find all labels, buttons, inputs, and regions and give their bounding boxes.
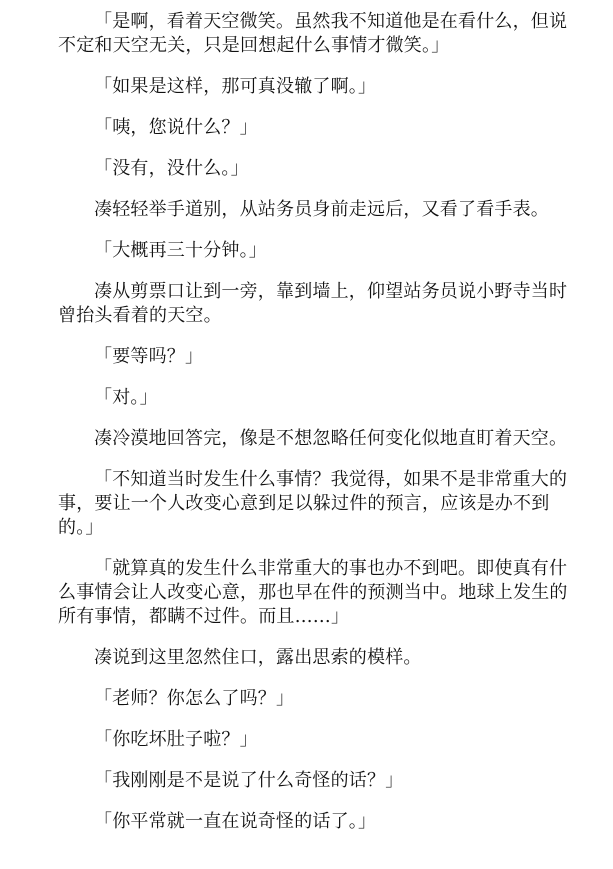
- paragraph: 「对。」: [94, 387, 158, 408]
- document-page: [58, 10, 578, 851]
- paragraph: 「没有，没什么。」: [94, 158, 249, 179]
- paragraph: 「我刚刚是不是说了什么奇怪的话？」: [94, 770, 404, 791]
- paragraph: 「就算真的发生什么非常重大的事也办不到吧。即使真有什么事情会让人改变心意，那也早在件的预测当中。地球上发生的所有事情，都瞒不过件。而且……」: [58, 558, 568, 627]
- paragraph: 「要等吗？」: [94, 346, 204, 367]
- paragraph: 凑说到这里忽然住口，露出思索的模样。: [94, 647, 422, 668]
- paragraph: 「咦，您说什么？」: [94, 117, 258, 138]
- paragraph: 「你平常就一直在说奇怪的话了。」: [94, 811, 377, 832]
- paragraph: 「如果是这样，那可真没辙了啊。」: [94, 76, 377, 97]
- paragraph: 「老师？你怎么了吗？」: [94, 688, 295, 709]
- paragraph: 凑冷漠地回答完，像是不想忽略任何变化似地直盯着天空。: [94, 428, 568, 449]
- paragraph: 凑从剪票口让到一旁，靠到墙上，仰望站务员说小野寺当时曾抬头看着的天空。: [58, 281, 568, 326]
- paragraph: 「大概再三十分钟。」: [94, 240, 267, 261]
- paragraph: 「你吃坏肚子啦？」: [94, 729, 258, 750]
- paragraph: 「是啊，看着天空微笑。虽然我不知道他是在看什么，但说不定和天空无关，只是回想起什么事情才微笑。」: [58, 11, 568, 56]
- paragraph: 「不知道当时发生什么事情？我觉得，如果不是非常重大的事，要让一个人改变心意到足以躲过件的预言，应该是办不到的。」: [58, 469, 568, 538]
- paragraph: 凑轻轻举手道别，从站务员身前走远后，又看了看手表。: [94, 199, 549, 220]
